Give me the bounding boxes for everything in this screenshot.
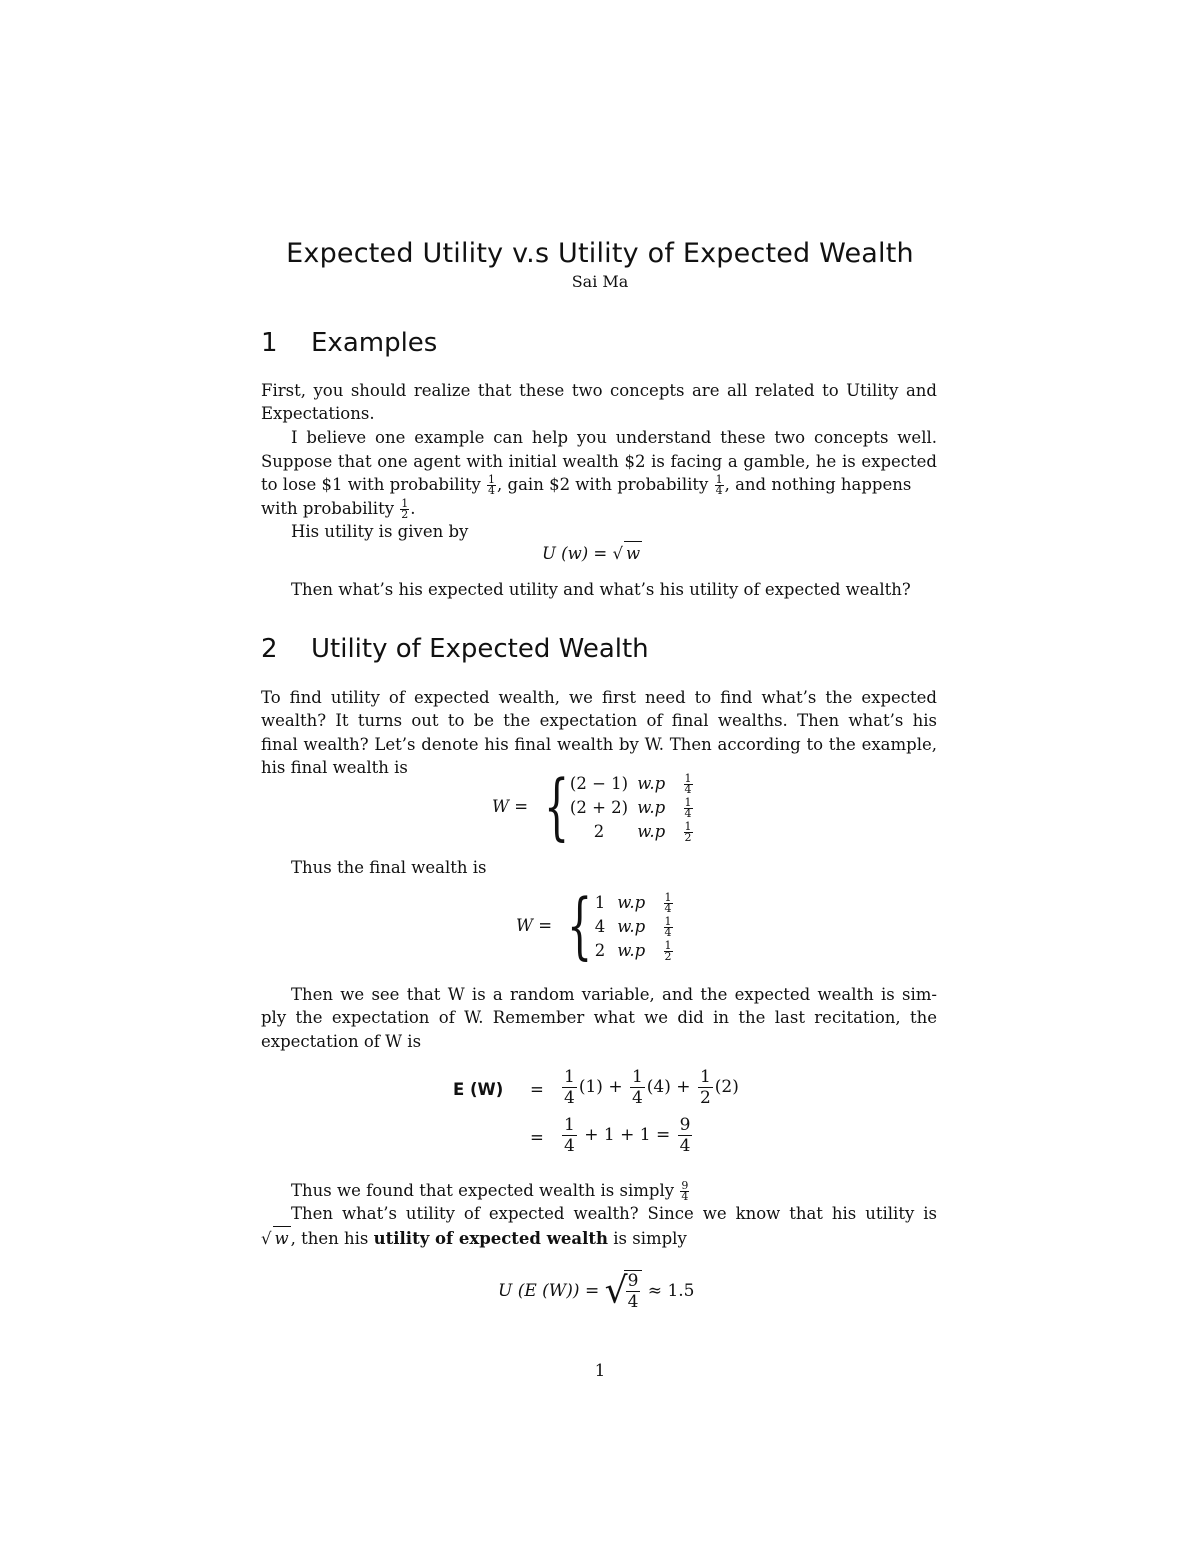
paragraph-line: His utility is given by — [291, 522, 469, 541]
utility-equation — [542, 541, 642, 566]
paper-title: Expected Utility v.s Utility of Expected Wealth — [286, 238, 914, 269]
author-name: Sai Ma — [571, 272, 629, 291]
fraction: $\frac{9}{4}$ — [681, 1179, 689, 1203]
case-row: 2 w.p $\frac{1}{2}$ — [594, 939, 672, 963]
paragraph-line: I believe one example can help you understand these two concepts well. — [291, 428, 937, 447]
case-row: (2 − 1) w.p $\frac{1}{4}$ — [569, 772, 692, 796]
paragraph-line: Then what’s his expected utility and what’s his utility of expected wealth? — [291, 580, 911, 599]
page-number: 1 — [594, 1361, 606, 1380]
sqrt-symbol: √ — [604, 1270, 628, 1312]
left-brace: { — [567, 883, 593, 967]
paragraph-line: Then we see that W is a random variable, and the expected wealth is sim- — [291, 985, 937, 1004]
fraction: $\frac{9}{4}$ — [627, 1271, 639, 1312]
text-span: . — [410, 499, 416, 518]
equation-lhs: U (E (W)) = — [498, 1281, 600, 1301]
paragraph-line-with-fractions — [261, 473, 937, 496]
fraction: $\frac{1}{4}$ — [564, 1115, 575, 1156]
text-span: , and nothing happens — [724, 475, 912, 494]
paragraph-line-with-fraction — [291, 1179, 937, 1202]
bold-term: utility of expected wealth — [373, 1229, 608, 1248]
fraction: $\frac{1}{4}$ — [488, 473, 496, 497]
paragraph-line: To find utility of expected wealth, we first need to find what’s the expected — [261, 688, 937, 707]
paragraph-line: Then what’s utility of expected wealth? Since we know that his utility is — [291, 1204, 937, 1223]
fraction: $\frac{1}{4}$ — [664, 915, 672, 939]
sqrt-symbol: √ — [261, 1229, 272, 1248]
fraction: $\frac{9}{4}$ — [679, 1115, 691, 1156]
text-span: , gain $2 with probability — [497, 475, 709, 494]
expectation-rhs-line-2: $\frac{1}{4}$ + 1 + 1 = $\frac{9}{4}$ — [564, 1115, 691, 1156]
section-2-heading — [261, 634, 649, 664]
text-span: Thus we found that expected wealth is simply — [291, 1181, 675, 1200]
equals-sign: = — [530, 1080, 544, 1099]
paragraph-line: final wealth? Let’s denote his final wealth by W. Then according to the example, — [261, 735, 937, 754]
text-span: , then his — [290, 1229, 369, 1248]
fraction: $\frac{1}{4}$ — [631, 1067, 643, 1108]
final-equation — [498, 1270, 694, 1312]
fraction: $\frac{1}{4}$ — [715, 473, 723, 497]
left-brace: { — [544, 764, 570, 848]
sqrt-content: w — [273, 1226, 291, 1250]
text-span: with probability — [261, 499, 395, 518]
equals-sign: = — [530, 1128, 544, 1147]
case-row: 1 w.p $\frac{1}{4}$ — [594, 891, 672, 915]
text-span: is simply — [613, 1229, 687, 1248]
paragraph-line: Suppose that one agent with initial wealth $2 is facing a gamble, he is expected — [261, 452, 937, 471]
paragraph-line-with-fraction — [261, 497, 937, 520]
case-equation-lhs: W = — [492, 797, 529, 816]
fraction: $\frac{1}{2}$ — [684, 820, 692, 844]
fraction: $\frac{1}{4}$ — [564, 1067, 575, 1108]
fraction: $\frac{1}{4}$ — [664, 891, 672, 915]
fraction: $\frac{1}{2}$ — [699, 1067, 711, 1108]
case-row: 4 w.p $\frac{1}{4}$ — [594, 915, 672, 939]
expectation-rhs-line-1: $\frac{1}{4}$ (1) + $\frac{1}{4}$ (4) + $\frac{1}{2}$ (2) — [564, 1067, 739, 1108]
fraction: $\frac{1}{4}$ — [684, 772, 692, 796]
case-row: (2 + 2) w.p $\frac{1}{4}$ — [569, 796, 692, 820]
section-1-heading — [261, 328, 437, 358]
paragraph-line: First, you should realize that these two concepts are all related to Utility and — [261, 381, 937, 400]
paragraph-line: wealth? It turns out to be the expectation of final wealths. Then what’s his — [261, 711, 937, 730]
sqrt-symbol: √ — [612, 544, 623, 563]
paragraph-line: his final wealth is — [261, 758, 408, 777]
section-number: 1 — [261, 328, 278, 358]
paragraph-line: ply the expectation of W. Remember what we did in the last recitation, the — [261, 1008, 937, 1027]
paragraph-line: Expectations. — [261, 404, 375, 423]
equation-rhs: ≈ 1.5 — [647, 1281, 695, 1301]
fraction: $\frac{1}{4}$ — [684, 796, 692, 820]
equation-lhs: U (w) = — [542, 544, 608, 563]
paragraph-line: Thus the final wealth is — [291, 858, 487, 877]
sqrt-content: w — [624, 541, 642, 566]
fraction: $\frac{1}{2}$ — [401, 497, 409, 521]
case-equation-lhs: W = — [516, 916, 553, 935]
section-number: 2 — [261, 634, 278, 664]
case-row: 2 w.p $\frac{1}{2}$ — [593, 820, 692, 844]
section-title: Utility of Expected Wealth — [311, 634, 649, 664]
paragraph-line-with-bold — [261, 1226, 937, 1250]
paragraph-line: expectation of W is — [261, 1032, 422, 1051]
text-span: to lose $1 with probability — [261, 475, 481, 494]
expectation-lhs: E (W) — [453, 1080, 504, 1099]
fraction: $\frac{1}{2}$ — [664, 939, 672, 963]
section-title: Examples — [311, 328, 438, 358]
